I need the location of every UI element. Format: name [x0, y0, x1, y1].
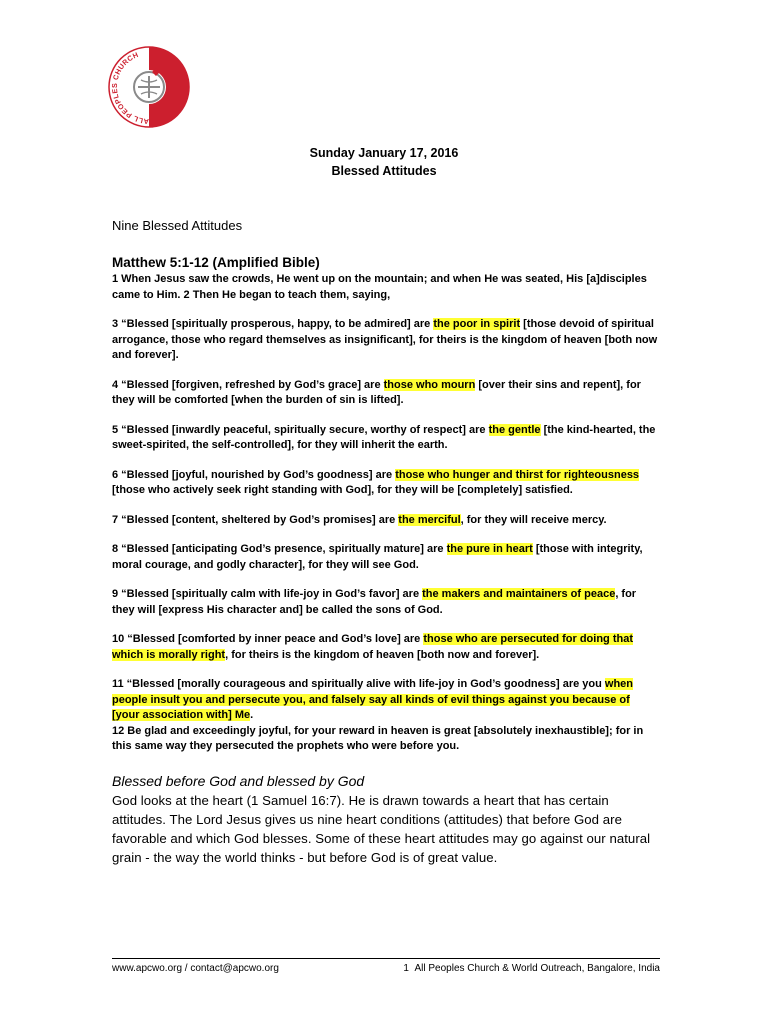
highlight: those who hunger and thirst for righteousness: [395, 468, 640, 481]
footer-org: All Peoples Church & World Outreach, Bangalore, India: [414, 963, 660, 974]
highlight: the makers and maintainers of peace: [422, 588, 616, 600]
verse-9: 9 “Blessed [spiritually calm with life-joy in God’s favor] are the makers and maintainers of peace, for they will [express His character and] be called the sons of God.: [112, 588, 637, 616]
section-title: Nine Blessed Attitudes: [112, 218, 243, 233]
highlight: those who mourn: [383, 378, 476, 391]
verse-12: 12 Be glad and exceedingly joyful, for your reward in heaven is great [absolutely inexhaustible]; for in this same way they persecuted the prophets who were before you.: [112, 724, 644, 752]
verse-11: 11 “Blessed [morally courageous and spiritually alive with life-joy in God’s goodness] are you when people insult you and persecute you, and falsely say all kinds of evil things against you because of [your association with] Me.: [112, 678, 634, 721]
verse-7: 7 “Blessed [content, sheltered by God’s promises] are the merciful, for they will receive mercy.: [112, 513, 607, 526]
highlight: the poor in spirit: [433, 318, 521, 330]
highlight: the merciful: [398, 513, 461, 526]
highlight: the gentle: [488, 423, 541, 436]
highlight: those who are persecuted for doing that which is morally right: [112, 633, 633, 661]
body-paragraph: God looks at the heart (1 Samuel 16:7). He is drawn towards a heart that has certain attitudes. The Lord Jesus gives us nine heart conditions (attitudes) that before God are favorable and which God blesses. Some of these heart attitudes may go against our natural grain - the way the world thinks - but before God is of great value.: [112, 792, 651, 865]
verse-10: 10 “Blessed [comforted by inner peace and God’s love] are those who are persecuted for doing that which is morally right, for theirs is the kingdom of heaven [both now and forever].: [112, 633, 633, 661]
highlight: when people insult you and persecute you, and falsely say all kinds of evil things against you because of [your association with] Me: [112, 678, 634, 721]
sermon-title: Blessed Attitudes: [331, 164, 437, 178]
church-logo: [108, 46, 190, 128]
page-number: 1: [403, 963, 409, 974]
passage-title: Matthew 5:1-12 (Amplified Bible): [112, 255, 320, 270]
verse-4: 4 “Blessed [forgiven, refreshed by God’s grace] are those who mourn [over their sins and repent], for they will be comforted [when the burden of sin is lifted].: [112, 378, 641, 406]
subheading: Blessed before God and blessed by God: [112, 772, 365, 789]
footer-right: [403, 963, 660, 974]
verse-8: 8 “Blessed [anticipating God’s presence, spiritually mature] are the pure in heart [those with integrity, moral courage, and godly character], for they will see God.: [112, 543, 643, 571]
sermon-date: Sunday January 17, 2016: [309, 146, 459, 160]
verse-6: 6 “Blessed [joyful, nourished by God’s goodness] are those who hunger and thirst for righteousness [those who actively seek right standing with God], for they will be [completely] satisfied.: [112, 468, 640, 496]
verse-3: 3 “Blessed [spiritually prosperous, happy, to be admired] are the poor in spirit [those devoid of spiritual arrogance, those who regard themselves as insignificant], for theirs is the kingdom of heaven [both now and forever].: [112, 318, 658, 361]
passage-intro: 1 When Jesus saw the crowds, He went up on the mountain; and when He was seated, His [a]disciples came to Him. 2 Then He began to teach them, saying,: [112, 273, 647, 301]
main-content: [112, 255, 660, 867]
document-header: [0, 144, 768, 180]
logo-text: ALL PEOPLES CHURCH: [109, 50, 150, 127]
footer-contact: www.apcwo.org / contact@apcwo.org: [112, 963, 279, 974]
footer-divider: [112, 958, 660, 959]
page-footer: [112, 963, 660, 974]
highlight: the pure in heart: [446, 543, 533, 555]
verse-5: 5 “Blessed [inwardly peaceful, spiritually secure, worthy of respect] are the gentle [the kind-hearted, the sweet-spirited, the self-controlled], for they will inherit the earth.: [112, 423, 656, 451]
